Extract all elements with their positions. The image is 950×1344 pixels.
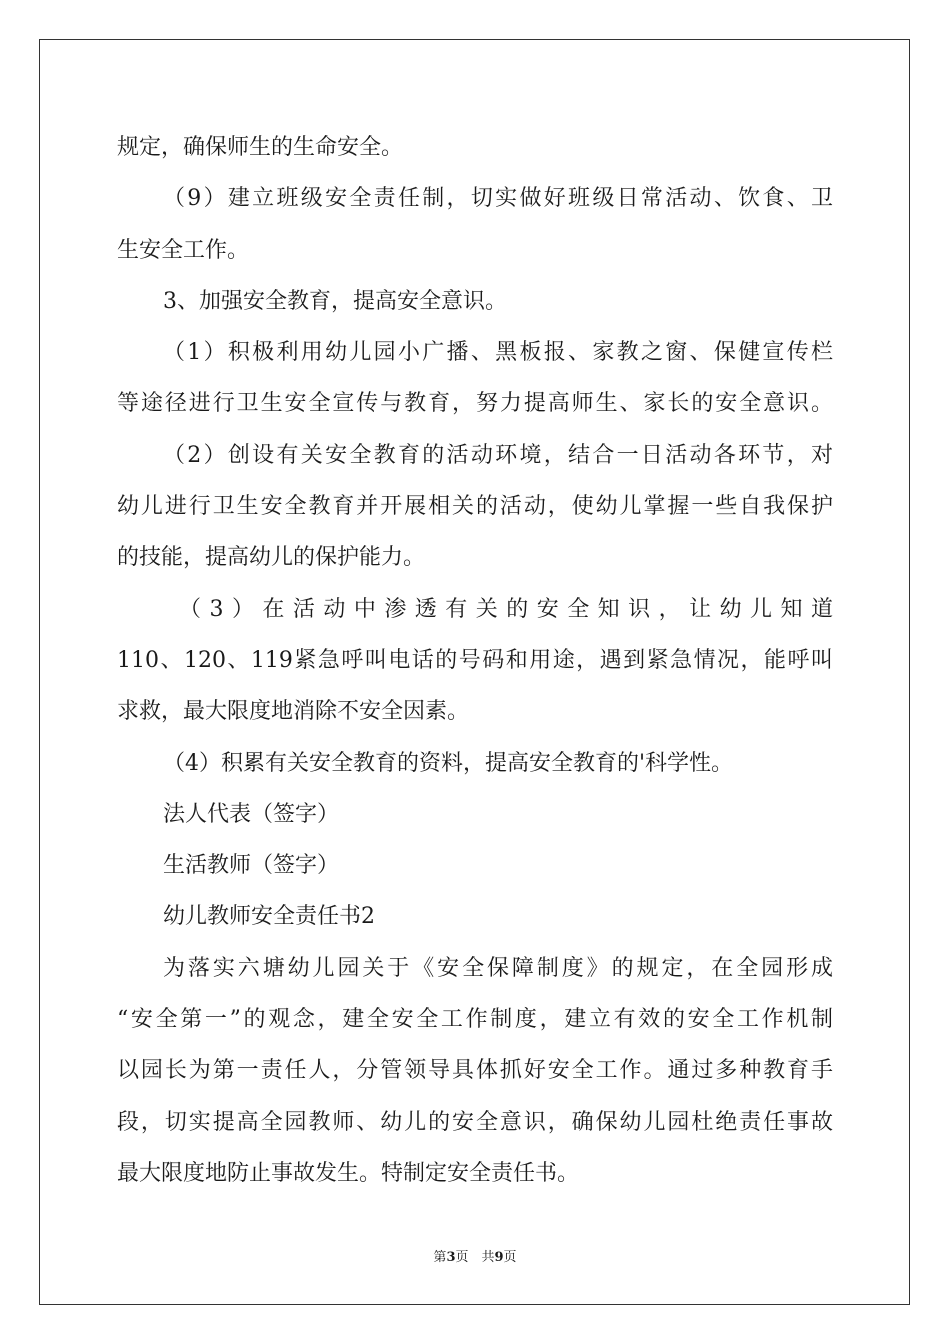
text-line: 110、120、119紧急呼叫电话的号码和用途，遇到紧急情况，能呼叫 (117, 647, 833, 673)
text-line: （1）积极利用幼儿园小广播、黑板报、家教之窗、保健宣传栏 (163, 340, 833, 366)
text-line: 求救，最大限度地消除不安全因素。 (117, 699, 470, 725)
text-line: （2）创设有关安全教育的活动环境，结合一日活动各环节，对 (163, 442, 833, 468)
text-line: 等途径进行卫生安全宣传与教育，努力提高师生、家长的安全意识。 (117, 391, 833, 417)
page-total: 9 (494, 1250, 504, 1265)
document-body (117, 122, 833, 1199)
page-prefix: 第 (433, 1250, 447, 1265)
text-line: 的技能，提高幼儿的保护能力。 (117, 545, 426, 571)
text-line: （4）积累有关安全教育的资料，提高安全教育的'科学性。 (163, 750, 734, 776)
text-line: （3）在活动中渗透有关的安全知识，让幼儿知道 (179, 596, 833, 622)
signature-label-legal-rep: 法人代表（签字） (163, 801, 340, 827)
page-suffix: 页 (503, 1250, 517, 1265)
text-line: “安全第一”的观念，建全安全工作制度，建立有效的安全工作机制 (117, 1007, 833, 1033)
page-footer (0, 1246, 950, 1265)
text-line: 为落实六塘幼儿园关于《安全保障制度》的规定，在全园形成 (163, 955, 833, 981)
text-line: 幼儿进行卫生安全教育并开展相关的活动，使幼儿掌握一些自我保护 (117, 494, 833, 520)
text-line: 生安全工作。 (117, 237, 250, 263)
text-line: （9）建立班级安全责任制，切实做好班级日常活动、饮食、卫 (163, 186, 833, 212)
page-current: 3 (446, 1250, 456, 1265)
section-heading: 3、加强安全教育，提高安全意识。 (163, 288, 507, 314)
text-line: 最大限度地防止事故发生。特制定安全责任书。 (117, 1160, 580, 1186)
section-title: 幼儿教师安全责任书2 (163, 904, 375, 930)
text-line: 以园长为第一责任人，分管领导具体抓好安全工作。通过多种教育手 (117, 1058, 833, 1084)
text-line: 段，切实提高全园教师、幼儿的安全意识，确保幼儿园杜绝责任事故 (117, 1109, 833, 1135)
signature-label-teacher: 生活教师（签字） (163, 853, 340, 879)
text-line: 规定，确保师生的生命安全。 (117, 135, 404, 160)
page-mid: 页 共 (455, 1250, 495, 1265)
